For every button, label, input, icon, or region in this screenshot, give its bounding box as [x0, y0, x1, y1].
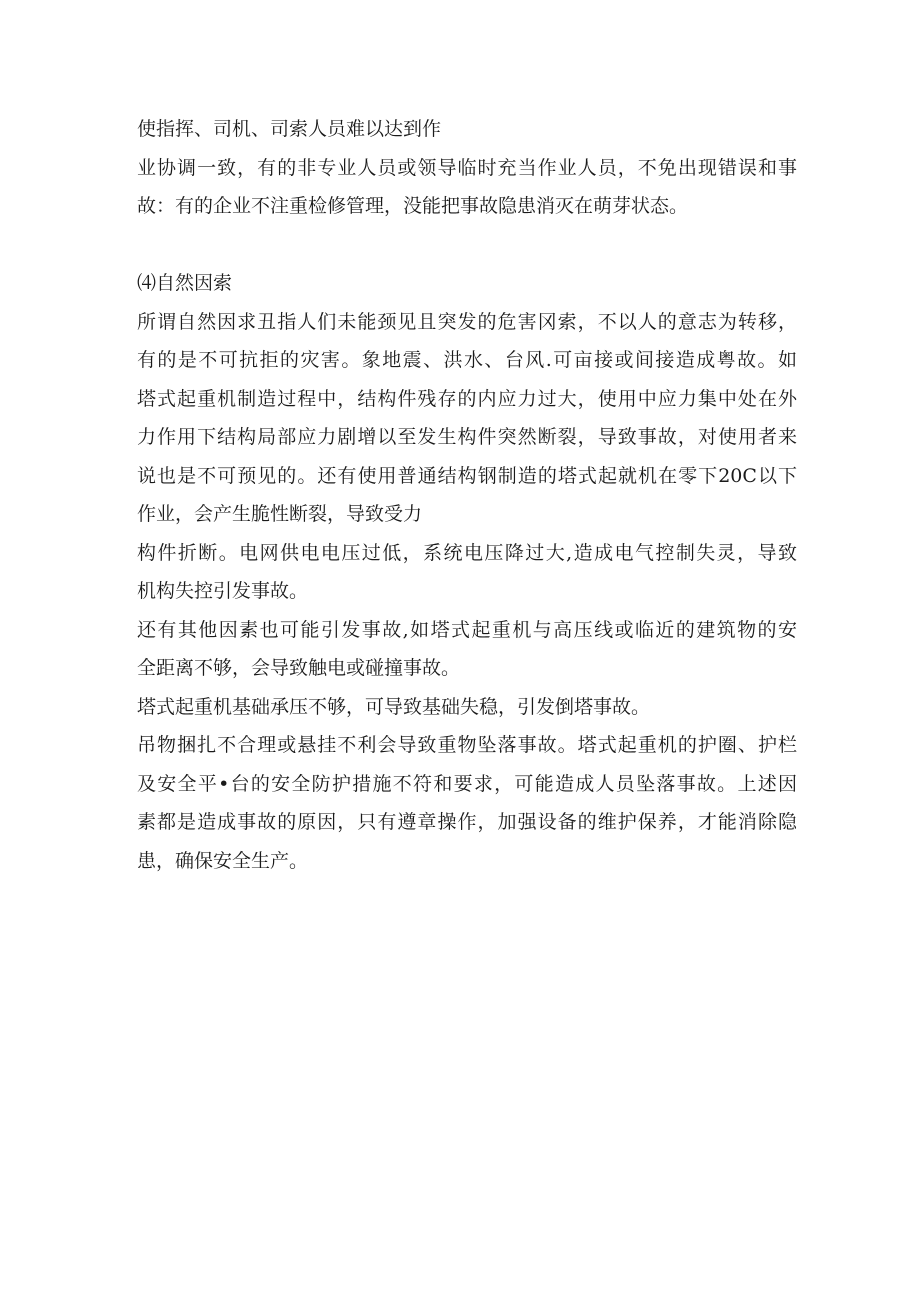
- text-line: 作业，会产生脆性断裂，导致受力: [137, 503, 423, 525]
- text-line: 所谓自然因求丑指人们未能颈见且突发的危害冈索，不以人的意志为转移，: [137, 310, 797, 333]
- document-body: [137, 110, 797, 880]
- text-line: 还有其他因素也可能引发事故,如塔式起重机与高压线或临近的建筑物的安: [137, 618, 797, 641]
- section-heading: ⑷自然因索: [137, 272, 233, 294]
- paragraph-gap: [137, 226, 797, 265]
- text-line: 素都是造成事故的原因，只有遵章操作，加强设备的维护保养，才能消除隐: [137, 811, 797, 833]
- text-line: 使指挥、司机、司索人员难以达到作: [137, 118, 442, 140]
- text-line: 说也是不可预见的。还有使用普通结构钢制造的塔式起就机在零下20C以下: [137, 464, 797, 487]
- text-line: 机构失控引发事故。: [137, 580, 309, 602]
- text-line: 全距离不够，会导致触电或碰撞事故。: [137, 657, 461, 679]
- text-line: 有的是不可抗拒的灾害。象地震、洪水、台风.可亩接或间接造成粤故。如: [137, 349, 797, 371]
- text-line: 吊物捆扎不合理或悬挂不利会导致重物坠落事故。塔式起重机的护圈、护栏: [137, 734, 797, 756]
- text-line: 构件折断。电网供电电压过低，系统电压降过大,造成电气控制失灵，导致: [137, 541, 797, 564]
- text-line: 塔式起重机基础承压不够，可导致基础失稳，引发倒塔事故。: [137, 695, 651, 718]
- text-line: 及安全平•台的安全防护措施不符和要求，可能造成人员坠落事故。上述因: [137, 772, 797, 795]
- text-line: 故：有的企业不注重检修管理，没能把事故隐患消灭在萌芽状态。: [137, 195, 689, 217]
- text-line: 患，确保安全生产。: [137, 849, 309, 872]
- text-line: 力作用下结构局部应力剧增以至发生构件突然断裂，导致事故，对使用者来: [137, 426, 797, 448]
- text-line: 塔式起重机制造过程中，结构件残存的内应力过大，使用中应力集中处在外: [137, 387, 797, 410]
- text-line: 业协调一致，有的非专业人员或领导临时充当作业人员，不免出现错误和事: [137, 156, 797, 179]
